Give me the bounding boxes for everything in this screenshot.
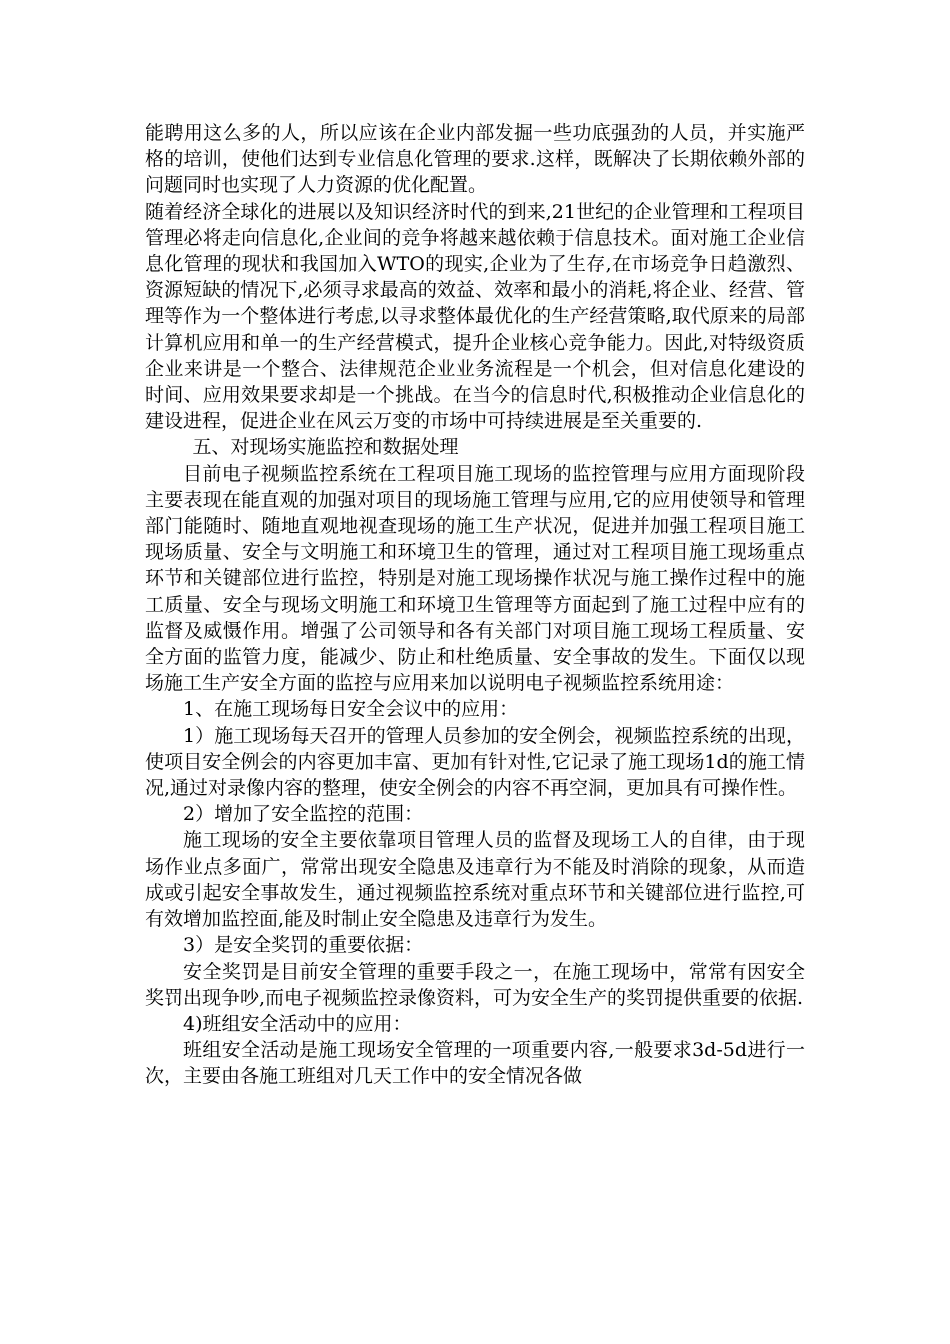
document-body xyxy=(145,120,805,1090)
section-heading-monitoring: 五、对现场实施监控和数据处理 xyxy=(192,436,459,459)
subheading-team-activities: 4)班组安全活动中的应用： xyxy=(183,1012,412,1035)
subheading-monitoring-range: 2）增加了安全监控的范围： xyxy=(183,803,424,826)
subheading-safety-meeting: 1、在施工现场每日安全会议中的应用： xyxy=(183,698,519,721)
paragraph-rewards-penalties: 安全奖罚是目前安全管理的重要手段之一，在施工现场中，常常有因安全奖罚出现争吵,而电子视频监控录像资料，可为安全生产的奖罚提供重要的依据. xyxy=(145,960,805,1009)
paragraph-video-monitoring: 目前电子视频监控系统在工程项目施工现场的监控管理与应用方面现阶段主要表现在能直观的加强对项目的现场施工管理与应用,它的应用使领导和管理部门能随时、随地直观地视查现场的施工生产状况，促进并加强工程项目施工现场质量、安全与文明施工和环境卫生的管理，通过对工程项目施工现场重点环节和关键部位进行监控，特别是对施工现场操作状况与施工操作过程中的施工质量、安全与现场文明施工和环境卫生管理等方面起到了施工过程中应有的监督及威慑作用。增强了公司领导和各有关部门对项目施工现场工程质量、安全方面的监管力度，能减少、防止和杜绝质量、安全事故的发生。下面仅以现场施工生产安全方面的监控与应用来加以说明电子视频监控系统用途： xyxy=(145,462,805,695)
paragraph-hr-training: 能聘用这么多的人，所以应该在企业内部发掘一些功底强劲的人员，并实施严格的培训，使他们达到专业信息化管理的要求.这样，既解决了长期依赖外部的问题同时也实现了人力资源的优化配置。 xyxy=(145,122,805,197)
paragraph-informatization: 随着经济全球化的进展以及知识经济时代的到来,21世纪的企业管理和工程项目管理必将走向信息化,企业间的竞争将越来越依赖于信息技术。面对施工企业信息化管理的现状和我国加入WTO的现实,企业为了生存,在市场竞争日趋激烈、资源短缺的情况下,必须寻求最高的效益、效率和最小的消耗,将企业、经营、管理等作为一个整体进行考虑,以寻求整体最优化的生产经营策略,取代原来的局部计算机应用和单一的生产经营模式，提升企业核心竞争能力。因此,对特级资质企业来讲是一个整合、法律规范企业业务流程是一个机会，但对信息化建设的时间、应用效果要求却是一个挑战。在当今的信息时代,积极推动企业信息化的建设进程，促进企业在风云万变的市场中可持续进展是至关重要的. xyxy=(145,200,805,433)
subheading-rewards-penalties: 3）是安全奖罚的重要依据： xyxy=(183,934,424,957)
paragraph-safety-meeting: 1）施工现场每天召开的管理人员参加的安全例会，视频监控系统的出现，使项目安全例会的内容更加丰富、更加有针对性,它记录了施工现场1d的施工情况,通过对录像内容的整理，使安全例会的内容不再空洞，更加具有可操作性。 xyxy=(145,724,805,800)
paragraph-monitoring-range: 施工现场的安全主要依靠项目管理人员的监督及现场工人的自律，由于现场作业点多面广，常常出现安全隐患及违章行为不能及时消除的现象，从而造成或引起安全事故发生，通过视频监控系统对重点环节和关键部位进行监控,可有效增加监控面,能及时制止安全隐患及违章行为发生。 xyxy=(145,829,805,931)
paragraph-team-activities: 班组安全活动是施工现场安全管理的一项重要内容,一般要求3d-5d进行一次，主要由各施工班组对几天工作中的安全情况各做 xyxy=(145,1039,805,1088)
